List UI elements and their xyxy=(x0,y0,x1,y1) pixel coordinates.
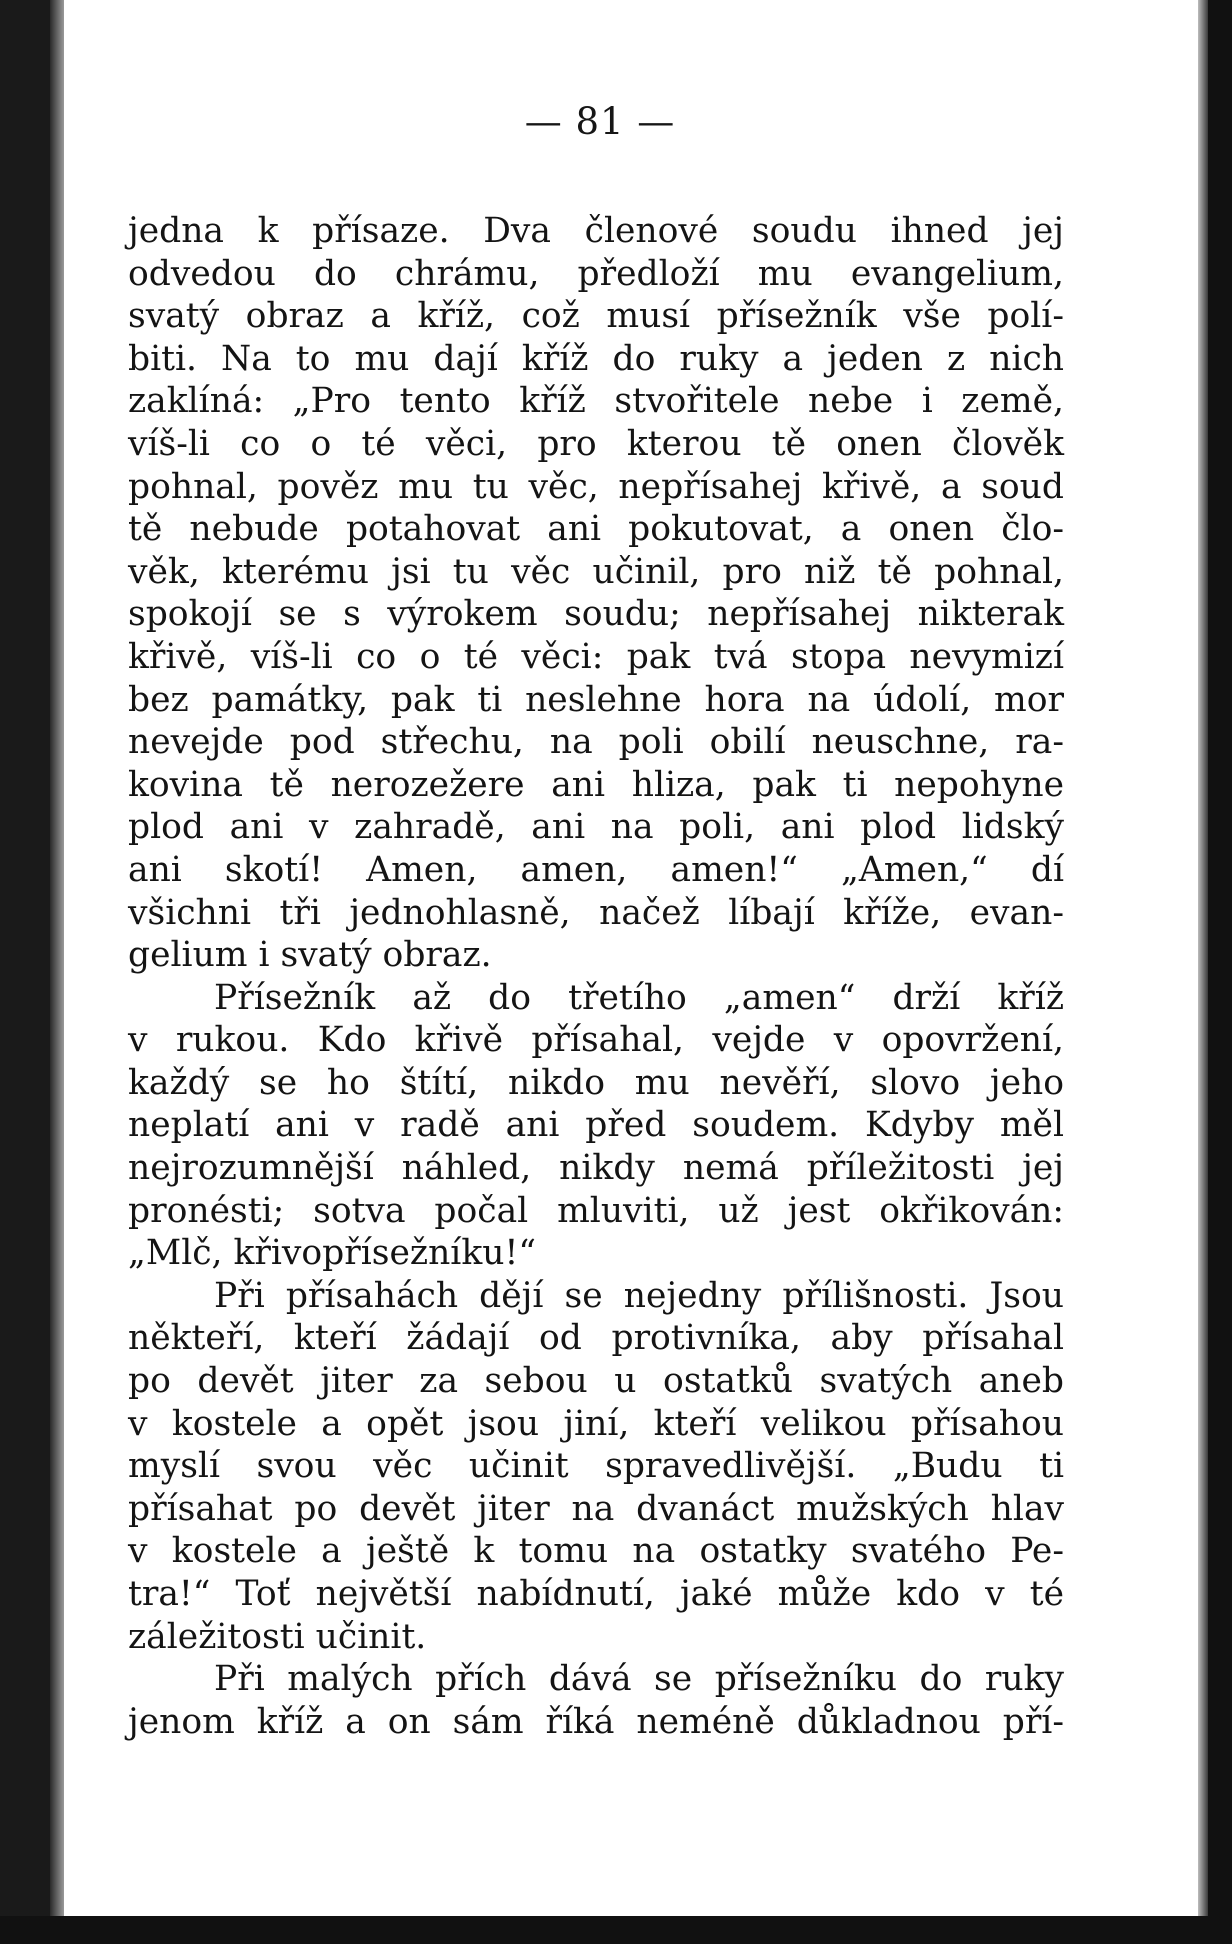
text-line: ani skotí! Amen, amen, amen!“ „Amen,“ dí xyxy=(128,849,1064,890)
text-line: spokojí se s výrokem soudu; nepřísahej nikterak xyxy=(128,594,1064,635)
text-line: Přísežník až do třetího „amen“ drží kříž xyxy=(214,977,1064,1018)
text-line: nevejde pod střechu, na poli obilí neuschne, ra- xyxy=(128,722,1064,763)
text-line: víš-li co o té věci, pro kterou tě onen člověk xyxy=(128,423,1064,464)
text-line: myslí svou věc učinit spravedlivější. „Budu ti xyxy=(128,1446,1064,1487)
text-line: po devět jiter za sebou u ostatků svatých aneb xyxy=(128,1361,1064,1402)
text-line: Při přísahách dějí se nejedny přílišnosti. Jsou xyxy=(214,1275,1064,1316)
right-page-shadow xyxy=(1198,0,1208,1944)
text-line: gelium i svatý obraz. xyxy=(128,935,492,976)
text-line: přísahat po devět jiter na dvanáct mužských hlav xyxy=(128,1488,1064,1529)
text-line: tě nebude potahovat ani pokutovat, a onen člo- xyxy=(128,509,1064,550)
body-text xyxy=(128,210,1064,1743)
page-number: — 81 — xyxy=(524,100,676,143)
text-line: bez památky, pak ti neslehne hora na údolí, mor xyxy=(128,679,1064,720)
text-line: svatý obraz a kříž, což musí přísežník vše polí- xyxy=(128,296,1064,337)
text-line: odvedou do chrámu, předloží mu evangelium, xyxy=(128,253,1064,294)
text-line: Při malých přích dává se přísežníku do ruky xyxy=(214,1659,1064,1700)
text-line: kovina tě nerozežere ani hliza, pak ti nepohyne xyxy=(128,764,1064,805)
text-line: někteří, kteří žádají od protivníka, aby přísahal xyxy=(128,1318,1064,1359)
text-line: plod ani v zahradě, ani na poli, ani plod lidský xyxy=(128,807,1064,848)
text-line: biti. Na to mu dají kříž do ruky a jeden z nich xyxy=(128,338,1064,379)
text-line: všichni tři jednohlasně, načež líbají kříže, evan- xyxy=(128,892,1064,933)
text-line: neplatí ani v radě ani před soudem. Kdyby měl xyxy=(128,1105,1064,1146)
text-line: „Mlč, křivopřísežníku!“ xyxy=(128,1233,536,1274)
text-line: křivě, víš-li co o té věci: pak tvá stopa nevymizí xyxy=(128,636,1064,677)
text-line: v kostele a ještě k tomu na ostatky svatého Pe- xyxy=(128,1531,1064,1572)
text-line: pronésti; sotva počal mluviti, už jest okřikován: xyxy=(128,1190,1064,1231)
text-line: každý se ho štítí, nikdo mu nevěří, slovo jeho xyxy=(128,1062,1064,1103)
text-line: záležitosti učinit. xyxy=(128,1616,427,1657)
text-line: v rukou. Kdo křivě přísahal, vejde v opovržení, xyxy=(128,1020,1064,1061)
text-line: nejrozumnější náhled, nikdy nemá příležitosti jej xyxy=(128,1148,1064,1189)
right-scan-edge xyxy=(1208,0,1232,1944)
bottom-scan-edge xyxy=(0,1916,1232,1944)
text-line: tra!“ Toť největší nabídnutí, jaké může kdo v té xyxy=(128,1574,1064,1614)
text-line: věk, kterému jsi tu věc učinil, pro niž tě pohnal, xyxy=(128,551,1064,592)
text-line: zaklíná: „Pro tento kříž stvořitele nebe i země, xyxy=(128,381,1064,422)
text-line: pohnal, pověz mu tu věc, nepřísahej křivě, a soud xyxy=(128,466,1064,507)
text-line: jenom kříž a on sám říká neméně důkladnou pří- xyxy=(128,1701,1064,1742)
text-line: jedna k přísaze. Dva členové soudu ihned jej xyxy=(128,211,1064,251)
text-line: v kostele a opět jsou jiní, kteří velikou přísahou xyxy=(128,1403,1064,1444)
left-page-shadow xyxy=(50,0,64,1944)
